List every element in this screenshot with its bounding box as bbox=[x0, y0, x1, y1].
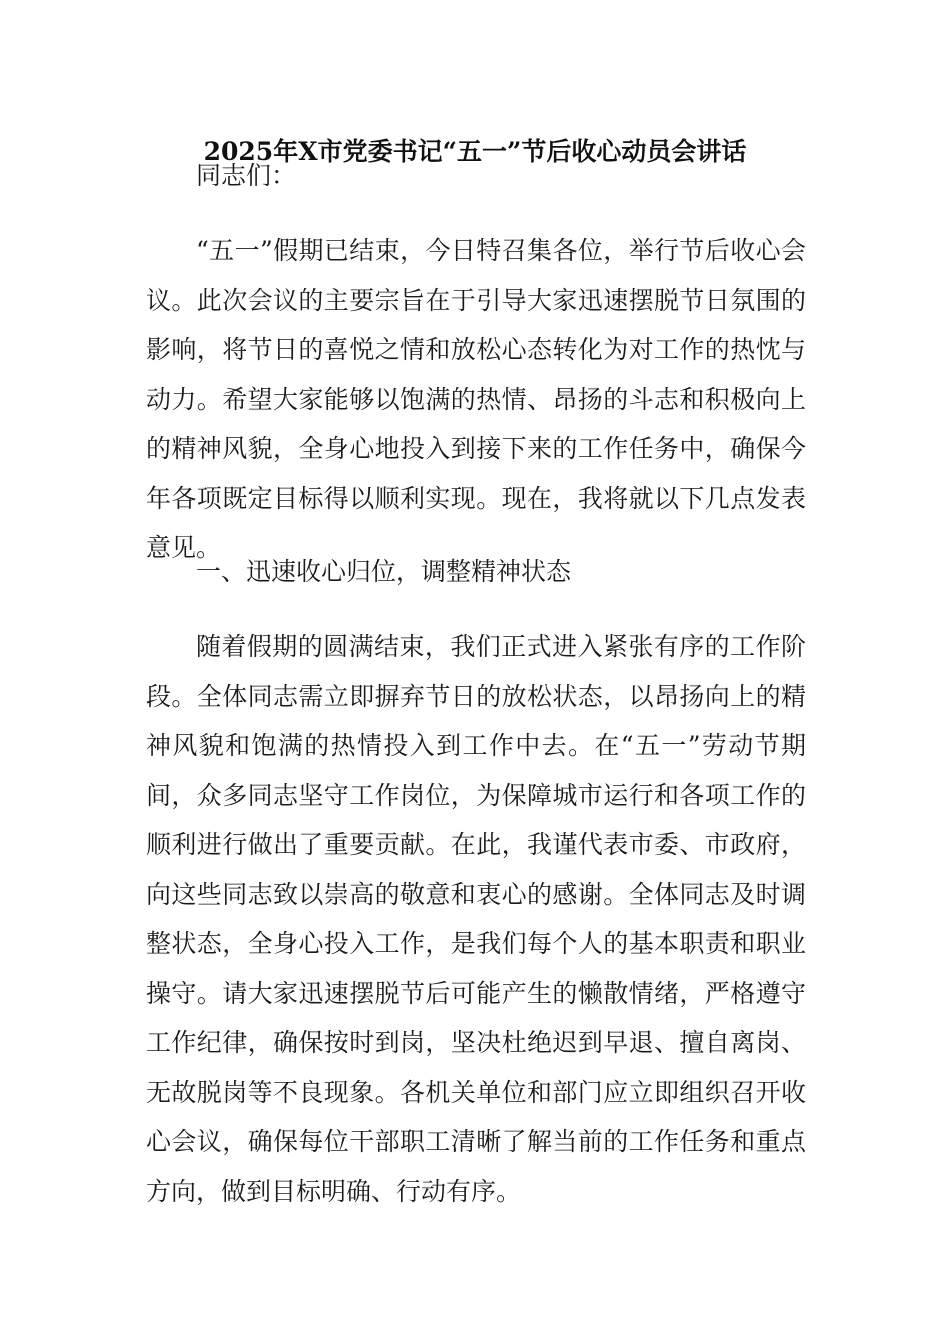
paragraph-intro: “五一”假期已结束，今日特召集各位，举行节后收心会议。此次会议的主要宗旨在于引导大家迅速摆脱节日氛围的影响，将节日的喜悦之情和放松心态转化为对工作的热忱与动力。希望大家能够以饱满的热情、昂扬的斗志和积极向上的精神风貌，全身心地投入到接下来的工作任务中，确保今年各项既定目标得以顺利实现。现在，我将就以下几点发表意见。 bbox=[146, 236, 806, 562]
paragraph-section-1: 随着假期的圆满结束，我们正式进入紧张有序的工作阶段。全体同志需立即摒弃节日的放松状态，以昂扬向上的精神风貌和饱满的热情投入到工作中去。在“五一”劳动节期间，众多同志坚守工作岗位，为保障城市运行和各项工作的顺利进行做出了重要贡献。在此，我谨代表市委、市政府，向这些同志致以崇高的敬意和衷心的感谢。全体同志及时调整状态，全身心投入工作，是我们每个人的基本职责和职业操守。请大家迅速摆脱节后可能产生的懒散情绪，严格遵守工作纪律，确保按时到岗，坚决杜绝迟到早退、擅自离岗、无故脱岗等不良现象。各机关单位和部门应立即组织召开收心会议，确保每位干部职工清晰了解当前的工作任务和重点方向，做到目标明确、行动有序。 bbox=[146, 632, 806, 1206]
section-heading-1: 一、迅速收心归位，调整精神状态 bbox=[196, 557, 572, 586]
greeting: 同志们： bbox=[196, 161, 297, 190]
document-title: 2025年X市党委书记“五一”节后收心动员会讲话 bbox=[203, 137, 747, 166]
